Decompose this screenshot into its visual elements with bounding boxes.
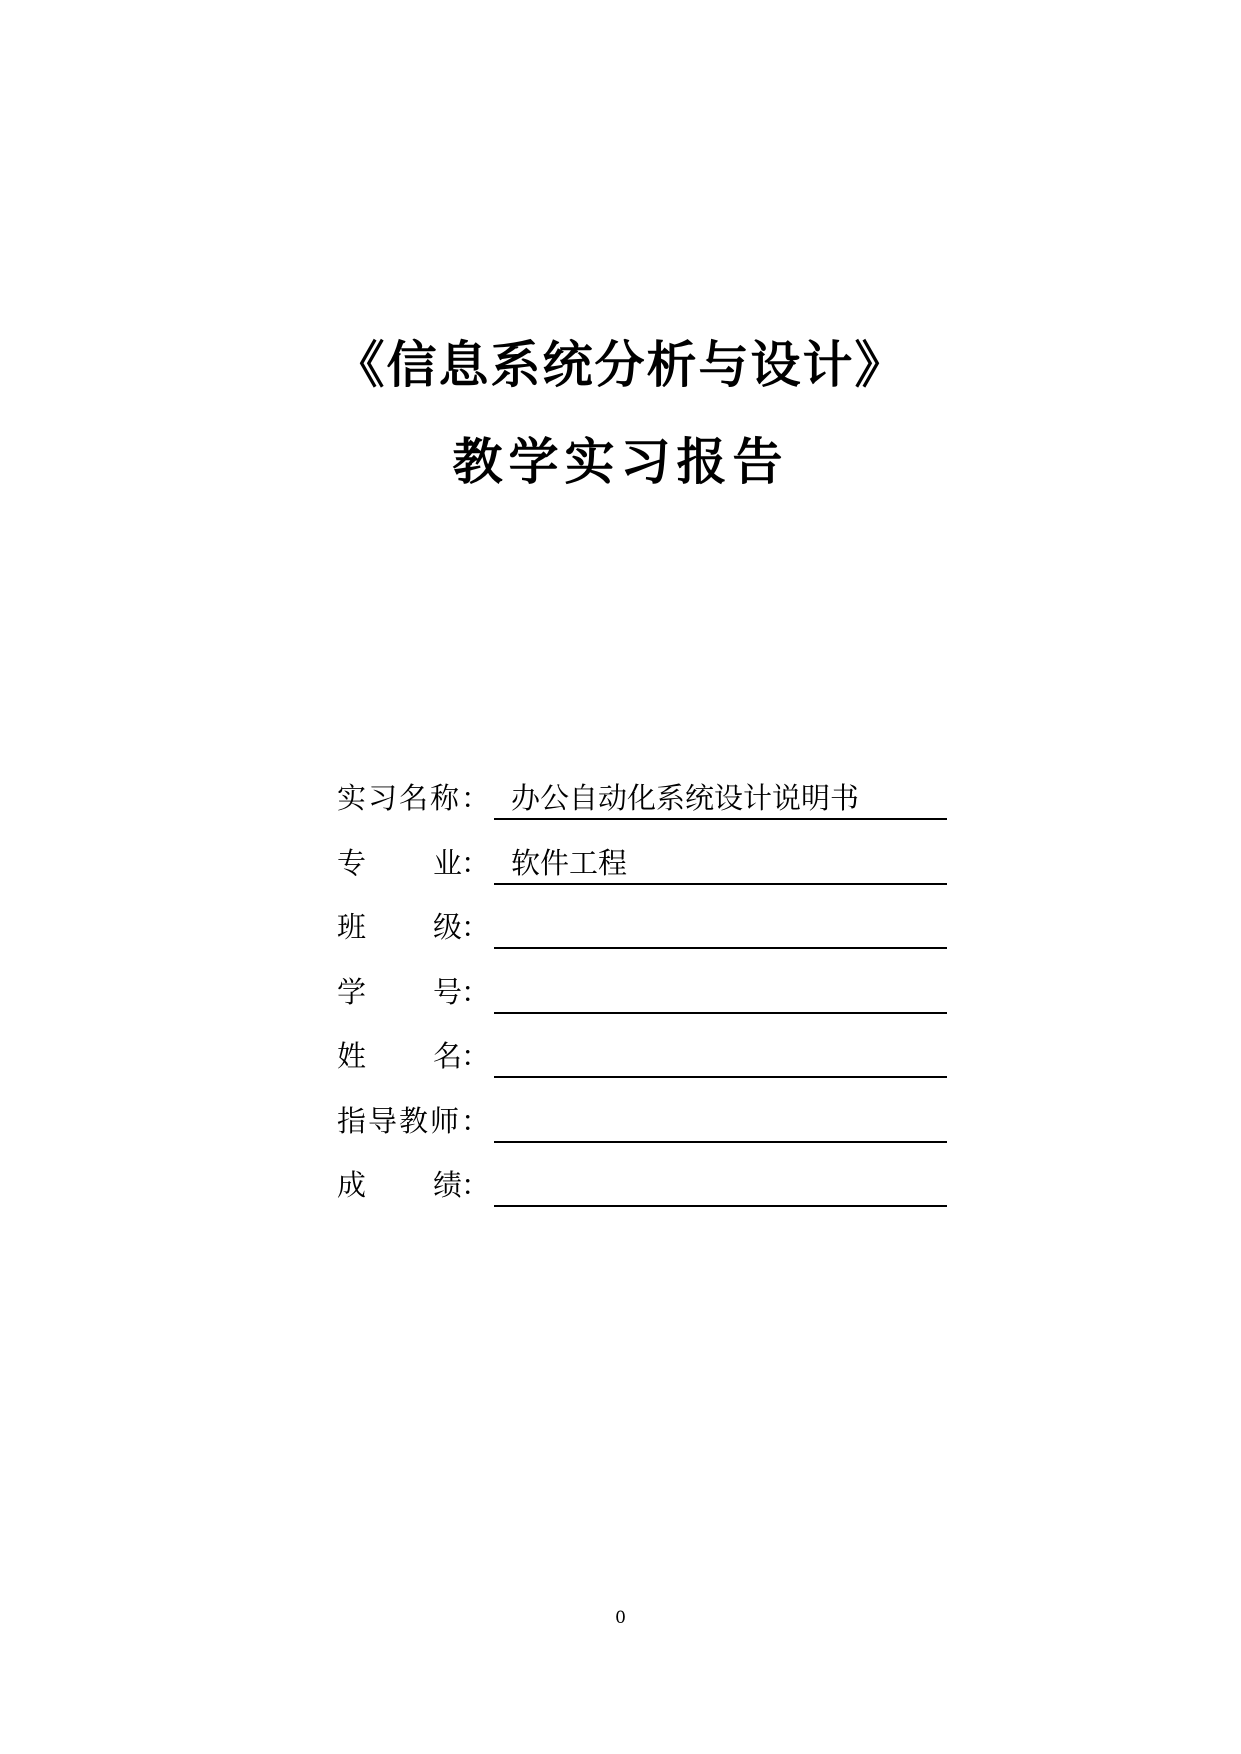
- field-row-internship-name: [337, 772, 947, 837]
- field-label: [337, 1036, 491, 1076]
- field-label: [337, 907, 491, 947]
- label-char: 学: [337, 974, 367, 1009]
- label-char: 名: [399, 781, 429, 815]
- label-char: 班: [337, 910, 367, 944]
- major-value: 软件工程: [511, 845, 628, 880]
- fill-in-line: [494, 1076, 947, 1078]
- internship-name-value: 办公自动化系统设计说明书: [511, 781, 860, 815]
- label-colon: ：: [461, 910, 491, 944]
- label-colon: ：: [461, 1168, 491, 1202]
- page-number: 0: [615, 1608, 626, 1628]
- field-row-grade: [337, 1159, 947, 1224]
- fill-in-line: [494, 947, 947, 949]
- label-char: 级: [433, 910, 463, 944]
- label-colon: ：: [461, 1103, 491, 1138]
- label-colon: ：: [461, 845, 491, 880]
- field-label: [337, 1101, 491, 1141]
- label-char: 业: [433, 845, 463, 880]
- label-char: 教: [399, 1103, 429, 1138]
- fill-in-line: [494, 1205, 947, 1207]
- fill-in-line: [494, 1141, 947, 1143]
- label-char: 号: [433, 974, 463, 1009]
- field-label: [337, 972, 491, 1012]
- fill-in-line: [494, 883, 947, 885]
- label-char: 习: [368, 781, 398, 815]
- fill-in-line: [494, 818, 947, 820]
- field-label: [337, 778, 491, 818]
- field-row-advisor: [337, 1095, 947, 1160]
- label-colon: ：: [461, 974, 491, 1009]
- field-row-student-id: [337, 966, 947, 1031]
- label-char: 名: [433, 1039, 463, 1073]
- fill-in-line: [494, 1012, 947, 1014]
- label-char: 专: [337, 845, 367, 880]
- field-label: [337, 1165, 491, 1205]
- label-char: 绩: [433, 1168, 463, 1202]
- report-title-course: 《信息系统分析与设计》: [334, 335, 907, 394]
- field-row-major: [337, 837, 947, 902]
- label-colon: ：: [461, 781, 491, 815]
- label-char: 指: [337, 1103, 367, 1138]
- label-char: 师: [430, 1103, 460, 1138]
- field-row-class: [337, 901, 947, 966]
- label-colon: ：: [461, 1039, 491, 1073]
- label-char: 实: [337, 781, 367, 815]
- field-row-name: [337, 1030, 947, 1095]
- label-char: 导: [368, 1103, 398, 1138]
- cover-info-table: [337, 772, 947, 1224]
- label-char: 姓: [337, 1039, 367, 1073]
- label-char: 称: [430, 781, 460, 815]
- field-label: [337, 843, 491, 883]
- label-char: 成: [337, 1168, 367, 1202]
- report-title-type: 教学实习报告: [452, 432, 789, 491]
